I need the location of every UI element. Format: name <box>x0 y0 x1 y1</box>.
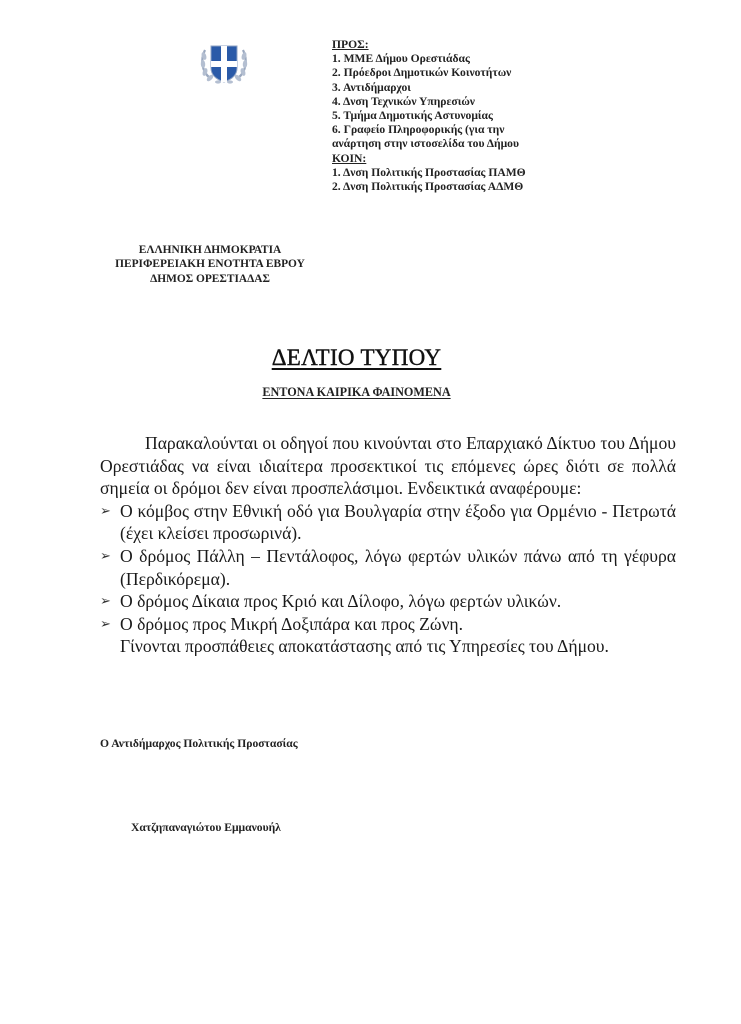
recipient-item: 5. Τμήμα Δημοτικής Αστυνομίας <box>332 109 493 123</box>
cc-item: 2. Δνση Πολιτικής Προστασίας ΑΔΜΘ <box>332 180 524 194</box>
arrow-bullet-icon: ➢ <box>100 547 111 563</box>
arrow-bullet-icon: ➢ <box>100 615 111 631</box>
list-item <box>100 500 676 545</box>
signatory-title: Ο Αντιδήμαρχος Πολιτικής Προστασίας <box>100 737 298 750</box>
recipient-item: 2. Πρόεδροι Δημοτικών Κοινοτήτων <box>332 66 512 80</box>
arrow-bullet-icon: ➢ <box>100 593 111 609</box>
recipient-item: 3. Αντιδήμαρχοι <box>332 80 411 94</box>
issuer-country: ΕΛΛΗΝΙΚΗ ΔΗΜΟΚΡΑΤΙΑ <box>138 244 282 256</box>
recipients-block <box>332 38 592 194</box>
arrow-bullet-icon: ➢ <box>100 502 111 518</box>
emblem-graphic <box>196 34 252 90</box>
cc-header: ΚΟΙΝ: <box>332 151 367 165</box>
document-subtitle-wrap <box>0 383 741 401</box>
document-subtitle: ΕΝΤΟΝΑ ΚΑΙΡΙΚΑ ΦΑΙΝΟΜΕΝΑ <box>262 385 451 399</box>
list-item-text: Ο δρόμος Πάλλη – Πεντάλοφος, λόγω φερτών υλικών πάνω από τη γέφυρα (Περδικόρεμα). <box>120 545 676 589</box>
issuer-block <box>94 243 326 286</box>
list-item <box>100 613 676 636</box>
document-title-wrap <box>0 345 741 371</box>
list-item-text: Ο κόμβος στην Εθνική οδό για Βουλγαρία στην έξοδο για Ορμένιο - Πετρωτά (έχει κλείσει προσωρινά). <box>120 500 676 544</box>
intro-paragraph: Παρακαλούνται οι οδηγοί που κινούνται στο Επαρχιακό Δίκτυο του Δήμου Ορεστιάδας να είναι ιδιαίτερα προσεκτικοί τις επόμενες ώρες διότι σε πολλά σημεία οι δρόμοι δεν είναι προσπελάσιμοι. Ενδεικτικά αναφέρουμε: <box>100 433 676 499</box>
list-item <box>100 545 676 590</box>
recipient-item: 4. Δνση Τεχνικών Υπηρεσιών <box>332 94 475 108</box>
issuer-region: ΠΕΡΙΦΕΡΕΙΑΚΗ ΕΝΟΤΗΤΑ ΕΒΡΟΥ <box>115 258 305 271</box>
signatory-name: Χατζηπαναγιώτου Εμμανουήλ <box>131 821 281 834</box>
list-item <box>100 590 676 613</box>
cc-item: 1. Δνση Πολιτικής Προστασίας ΠΑΜΘ <box>332 165 526 179</box>
list-item-text: Ο δρόμος προς Μικρή Δοξιπάρα και προς Ζώνη. <box>120 613 463 634</box>
list-item-text: Ο δρόμος Δίκαια προς Κριό και Δίλοφο, λόγω φερτών υλικών. <box>120 591 562 612</box>
recipient-item: ανάρτηση στην ιστοσελίδα του Δήμου <box>332 137 519 151</box>
recipient-item: 1. ΜΜΕ Δήμου Ορεστιάδας <box>332 52 470 66</box>
to-header: ΠΡΟΣ: <box>332 38 369 51</box>
document-body <box>100 432 676 658</box>
greek-coat-of-arms-icon <box>196 34 252 90</box>
document-title: ΔΕΛΤΙΟ ΤΥΠΟΥ <box>271 345 442 370</box>
closed-roads-list <box>100 500 676 636</box>
recipient-item: 6. Γραφείο Πληροφορικής (για την <box>332 123 505 137</box>
issuer-municipality: ΔΗΜΟΣ ΟΡΕΣΤΙΑΔΑΣ <box>150 272 270 285</box>
closing-paragraph: Γίνονται προσπάθειες αποκατάστασης από τις Υπηρεσίες του Δήμου. <box>120 636 609 657</box>
